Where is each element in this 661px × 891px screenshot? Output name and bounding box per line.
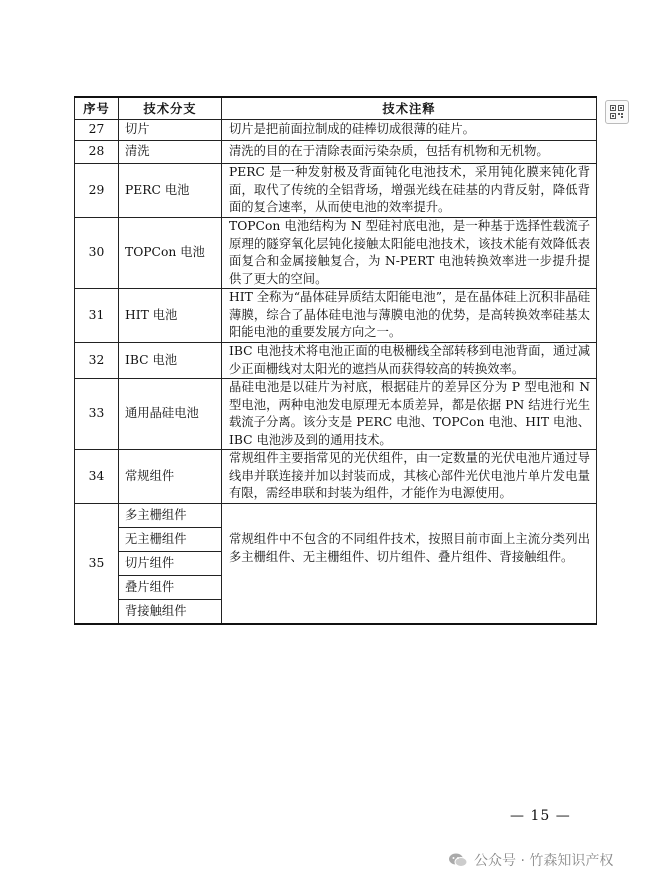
row-num: 31 [75,289,119,343]
row-note: IBC 电池技术将电池正面的电极栅线全部转移到电池背面，通过减少正面栅线对太阳光的遮挡从而获得较高的转换效率。 [222,343,597,379]
row-note: 常规组件主要指常见的光伏组件，由一定数量的光伏电池片通过导线串并联连接并加以封装而成，其核心部件光伏电池片单片发电量有限，需经串联和封装为组件，才能作为电源使用。 [222,450,597,504]
row-branch: 通用晶硅电池 [119,379,222,450]
row-note [222,504,597,625]
watermark [448,850,613,870]
table-row [75,120,597,141]
table-row [75,289,597,343]
branch-item: 背接触组件 [125,604,187,618]
branch-item: 无主栅组件 [119,528,221,552]
table-row [75,141,597,164]
row-branch: 清洗 [119,141,222,164]
table-row [75,450,597,504]
table-header-row [75,97,597,120]
qr-code-icon[interactable] [605,100,629,124]
row-branch: IBC 电池 [119,343,222,379]
row-num: 33 [75,379,119,450]
table-row [75,164,597,218]
row-num: 29 [75,164,119,218]
watermark-text: 公众号 · 竹森知识产权 [474,853,614,869]
row-note: 清洗的目的在于清除表面污染杂质，包括有机物和无机物。 [222,141,597,164]
row-num: 35 [75,504,119,625]
table-row [75,379,597,450]
row-branch: HIT 电池 [119,289,222,343]
row-note: HIT 全称为“晶体硅异质结太阳能电池”，是在晶体硅上沉积非晶硅薄膜，综合了晶体硅电池与薄膜电池的优势，是高转换效率硅基太阳能电池的重要发展方向之一。 [222,289,597,343]
row-branch: 切片 [119,120,222,141]
branch-item: 多主栅组件 [119,504,221,528]
table-row [75,343,597,379]
row-branch: 常规组件 [119,450,222,504]
row-note: 切片是把前面拉制成的硅棒切成很薄的硅片。 [222,120,597,141]
table-row [75,218,597,289]
row-note: PERC 是一种发射极及背面钝化电池技术，采用钝化膜来钝化背面，取代了传统的全铝背场，增强光线在硅基的内背反射，降低背面的复合速率，从而使电池的效率提升。 [222,164,597,218]
tech-branch-table [74,96,597,625]
row-note: TOPCon 电池结构为 N 型硅衬底电池，是一种基于选择性载流子原理的隧穿氧化层钝化接触太阳能电池技术，该技术能有效降低表面复合和金属接触复合，为 N-PERT 电池转换效率进一步提升提供了更大的空间。 [222,218,597,289]
header-note: 技术注释 [222,97,597,120]
row-note-text: 常规组件中不包含的不同组件技术，按照目前市面上主流分类列出多主栅组件、无主栅组件、切片组件、叠片组件、背接触组件。 [229,532,590,564]
wechat-icon [448,852,468,868]
row-branch-group [119,504,222,625]
row-num: 27 [75,120,119,141]
row-note: 晶硅电池是以硅片为衬底，根据硅片的差异区分为 P 型电池和 N 型电池，两种电池发电原理无本质差异，都是依据 PN 结进行光生载流子分离。该分支是 PERC 电池、TOPCon 电池、HIT 电池、IBC 电池涉及到的通用技术。 [222,379,597,450]
table-row [75,504,597,625]
header-num: 序号 [75,97,119,120]
row-branch: PERC 电池 [119,164,222,218]
row-num: 28 [75,141,119,164]
header-branch: 技术分支 [119,97,222,120]
row-num: 32 [75,343,119,379]
branch-item: 叠片组件 [119,576,221,600]
row-num: 30 [75,218,119,289]
row-num: 34 [75,450,119,504]
branch-item: 切片组件 [119,552,221,576]
page-number: — 15 — [510,808,571,824]
row-branch: TOPCon 电池 [119,218,222,289]
